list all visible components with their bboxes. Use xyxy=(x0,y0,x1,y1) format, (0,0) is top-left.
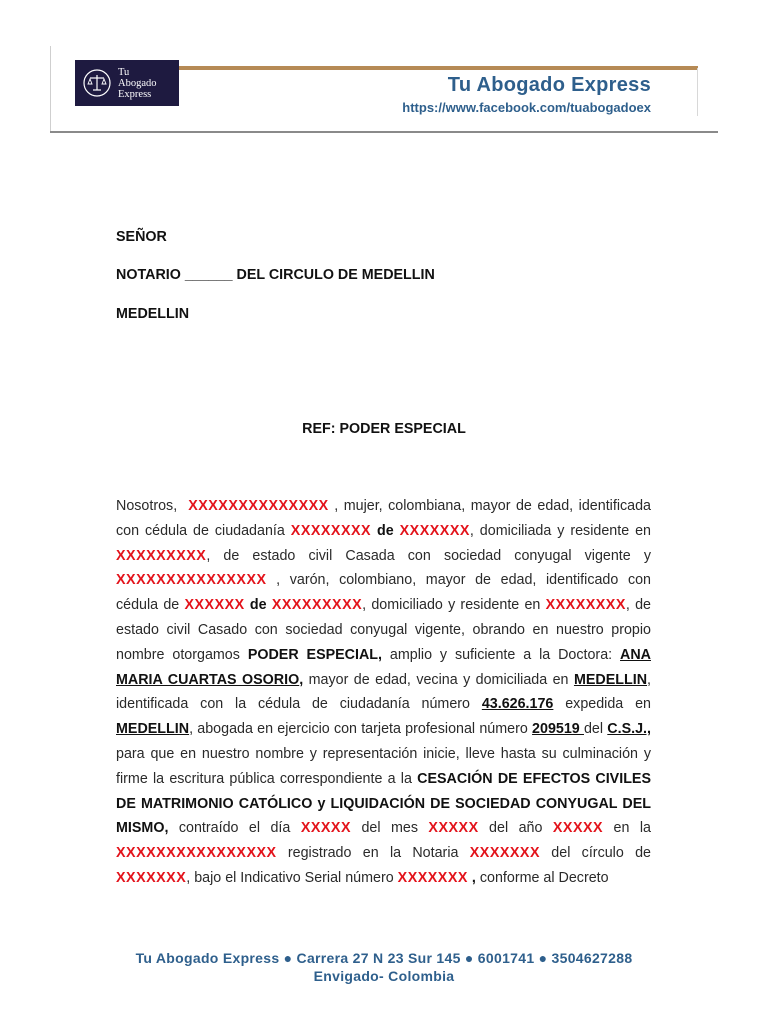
placeholder-name-2: XXXXXXXXXXXXXXX xyxy=(116,572,267,589)
footer-address: Tu Abogado Express ● Carrera 27 N 23 Sur 145 ● 6001741 ● 3504627288 xyxy=(135,950,633,966)
body-text: , domiciliada y residente en xyxy=(469,522,651,539)
body-text: mayor de edad, vecina y domiciliada en xyxy=(303,671,574,688)
body-text: , xyxy=(467,869,476,886)
logo xyxy=(75,60,179,106)
logo-line: Abogado xyxy=(118,77,157,89)
placeholder-circle: XXXXXXX xyxy=(116,869,187,886)
logo-line: Tu xyxy=(118,66,130,78)
body-text: , de estado civil Casado con sociedad conyugal vigente, obrando en nuestro propio nombre otorgamos xyxy=(116,597,651,663)
csj: C.S.J., xyxy=(607,721,651,738)
body-text: amplio y suficiente a la Doctora: xyxy=(382,646,621,663)
reference-line: REF: PODER ESPECIAL xyxy=(302,421,466,437)
header-left-border xyxy=(50,46,51,132)
document-body xyxy=(116,494,651,891)
body-text: contraído el día xyxy=(168,820,301,837)
body-text: en la xyxy=(603,820,651,837)
placeholder-notary-2: XXXXXXX xyxy=(469,845,541,862)
placeholder-year: XXXXX xyxy=(552,820,604,837)
gold-accent-line xyxy=(179,66,698,70)
id-issued-city: MEDELLIN xyxy=(116,721,190,738)
attorney-name: ANA MARIA CUARTAS OSORIO xyxy=(116,646,651,688)
body-text: del año xyxy=(478,820,553,837)
body-text: de xyxy=(371,522,400,539)
attorney-city: MEDELLIN xyxy=(573,671,648,688)
header-right-border xyxy=(697,68,698,116)
logo-text xyxy=(118,67,157,100)
body-text: del xyxy=(583,721,608,738)
attorney-id: 43.626.176 xyxy=(481,696,554,713)
procedure-title: CESACIÓN DE EFECTOS CIVILES DE MATRIMONIO CATÓLICO y LIQUIDACIÓN DE SOCIEDAD CONYUGAL DEL MISMO, xyxy=(116,770,651,837)
logo-line: Express xyxy=(118,88,152,100)
placeholder-residence-2: XXXXXXXX xyxy=(545,597,626,614)
placeholder-city-1: XXXXXXX xyxy=(399,522,470,539)
header-divider xyxy=(50,131,718,133)
placeholder-month: XXXXX xyxy=(428,820,479,837)
body-text: , bajo el Indicativo Serial número xyxy=(186,869,398,886)
placeholder-serial: XXXXXXX xyxy=(397,869,468,886)
scales-of-justice-icon xyxy=(80,66,114,100)
body-text: de xyxy=(244,597,272,614)
body-text: , xyxy=(299,671,304,688)
body-text: , domiciliado y residente en xyxy=(362,597,546,614)
professional-card-number: 209519 xyxy=(532,721,584,738)
addressee-city: MEDELLIN xyxy=(116,306,190,322)
placeholder-notary: XXXXXXXXXXXXXXXX xyxy=(116,845,277,862)
addressee-title: SEÑOR xyxy=(116,229,167,245)
brand-name: Tu Abogado Express xyxy=(447,74,651,96)
placeholder-id-1: XXXXXXXX xyxy=(290,522,372,539)
placeholder-day: XXXXX xyxy=(300,820,351,837)
letterhead xyxy=(50,46,718,132)
body-text: expedida en xyxy=(553,696,651,713)
body-text: para que en nuestro nombre y representación inicie, lleve hasta su culminación y firme la escritura pública correspondiente a la xyxy=(116,745,651,787)
body-text: del círculo de xyxy=(540,845,651,862)
placeholder-city-2: XXXXXXXXX xyxy=(271,597,363,614)
body-text: , varón, colombiano, mayor de edad, identificado con cédula de xyxy=(116,572,651,614)
poder-especial: PODER ESPECIAL, xyxy=(247,646,383,663)
body-text: , identificada con la cédula de ciudadanía número xyxy=(116,671,652,713)
body-text: conforme al Decreto xyxy=(475,869,609,886)
addressee-notary: NOTARIO ______ DEL CIRCULO DE MEDELLIN xyxy=(116,267,435,283)
body-text: del mes xyxy=(351,820,429,837)
footer-city: Envigado- Colombia xyxy=(313,968,455,984)
body-text: registrado en la Notaria xyxy=(276,845,470,862)
placeholder-name-1: XXXXXXXXXXXXXX xyxy=(188,498,329,514)
body-text: Nosotros, xyxy=(116,498,178,514)
facebook-link[interactable]: https://www.facebook.com/tuabogadoex xyxy=(402,100,651,115)
body-text: , mujer, colombiana, mayor de edad, identificada con cédula de ciudadanía xyxy=(116,498,651,539)
placeholder-id-2: XXXXXX xyxy=(184,597,245,614)
body-text: , abogada en ejercicio con tarjeta profesional número xyxy=(189,721,533,738)
body-text: , de estado civil Casada con sociedad conyugal vigente y xyxy=(206,547,651,564)
placeholder-residence-1: XXXXXXXXX xyxy=(116,547,207,564)
